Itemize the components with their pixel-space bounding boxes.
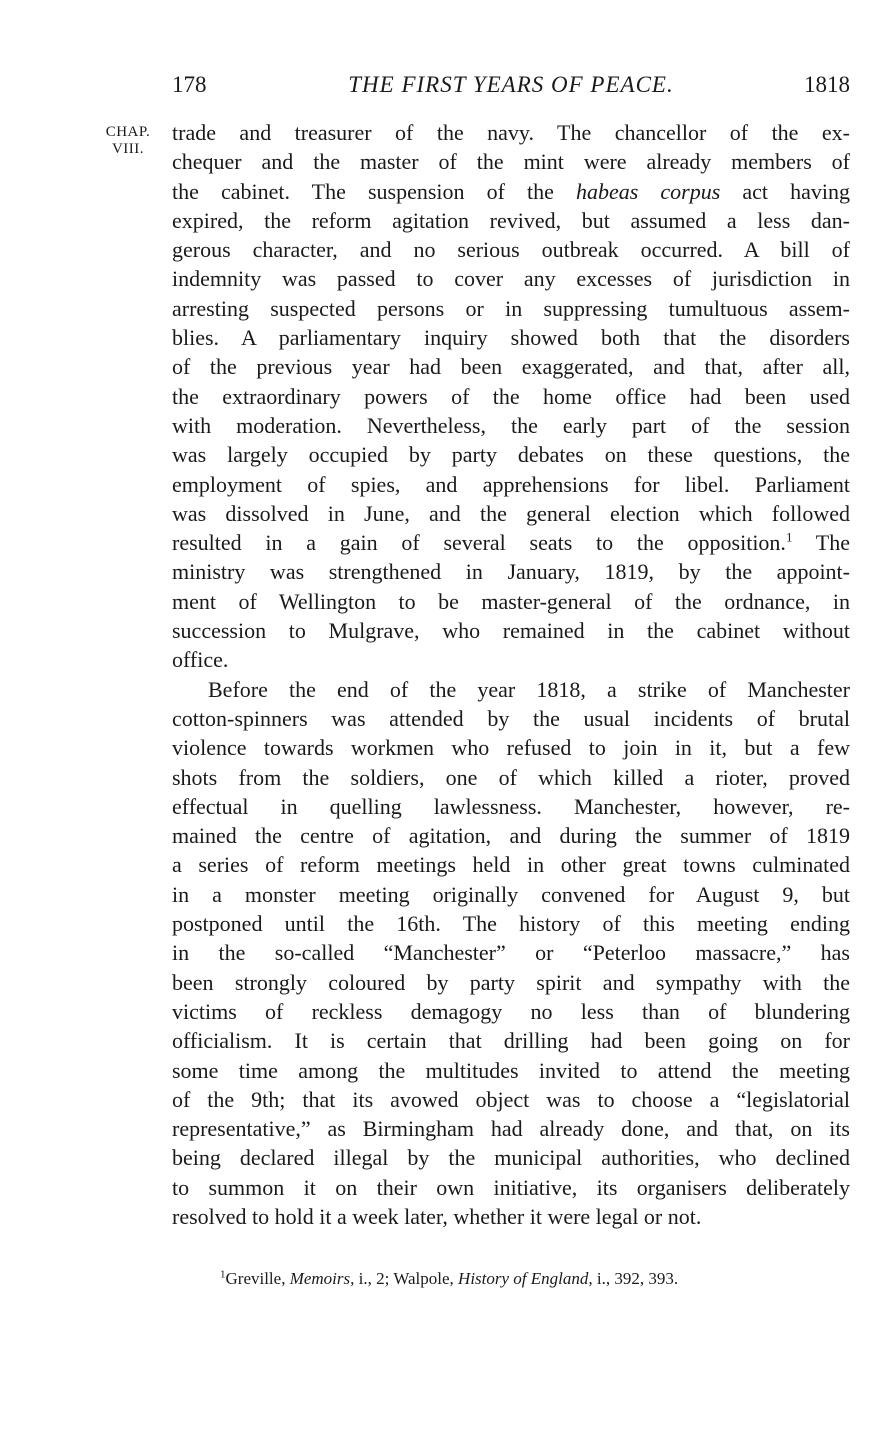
running-title: THE FIRST YEARS OF PEACE. (348, 72, 674, 97)
text-line: in the so-called “Manchester” or “Peterloo massacre,” has (172, 940, 850, 966)
footnote (220, 1268, 850, 1290)
text-line: mained the centre of agitation, and during the summer of 1819 (172, 823, 850, 849)
text-line: been strongly coloured by party spirit and sympathy with the (172, 969, 850, 995)
footnote-reference-detail: i., 2; (358, 1269, 390, 1288)
text-line: representative,” as Birmingham had already done, and that, on its (172, 1116, 850, 1142)
text-segment: resulted in a gain of several seats to the opposition. (172, 530, 786, 556)
text-line: ment of Wellington to be master-general of the ordnance, in (172, 588, 850, 614)
text-segment: act having (742, 178, 851, 204)
text-line: indemnity was passed to cover any excesses of jurisdiction in (172, 266, 850, 292)
footnote-author: Greville, (225, 1269, 286, 1288)
footnote-mark: 1 (220, 1268, 226, 1281)
text-line: Before the end of the year 1818, a strike of Manchester (208, 676, 850, 702)
chapter-margin-note (92, 124, 164, 158)
header-year: 1818 (804, 72, 850, 97)
paragraph-1 (172, 118, 850, 675)
text-line: blies. A parliamentary inquiry showed both that the disorders (172, 325, 850, 351)
text-line: a series of reform meetings held in other great towns culminated (172, 852, 850, 878)
footnote-author: Walpole, (393, 1269, 454, 1288)
text-line: cotton-spinners was attended by the usual incidents of brutal (172, 705, 850, 731)
text-segment: the cabinet. The suspension of the (172, 178, 554, 204)
italic-term: habeas corpus (576, 178, 721, 204)
text-line: to summon it on their own initiative, its organisers deliberately (172, 1174, 850, 1200)
text-line: trade and treasurer of the navy. The chancellor of the ex- (172, 120, 850, 145)
text-line: was largely occupied by party debates on these questions, the (172, 442, 850, 468)
text-line: of the previous year had been exaggerated, and that, after all, (172, 354, 850, 380)
running-header (172, 72, 850, 102)
text-line: violence towards workmen who refused to join in it, but a few (172, 735, 850, 761)
text-line: office. (172, 647, 229, 673)
text-line (172, 177, 850, 206)
footnote-reference[interactable]: 1 (785, 529, 793, 545)
text-segment: The (815, 530, 850, 556)
text-line: expired, the reform agitation revived, but assumed a less dan- (172, 207, 850, 233)
footnote-work-title: Memoirs, (289, 1269, 355, 1288)
text-line: victims of reckless demagogy no less than of blundering (172, 998, 850, 1024)
chapter-label: CHAP. (105, 124, 151, 140)
footnote-reference-detail: i., 392, 393. (596, 1269, 679, 1288)
text-line: was dissolved in June, and the general election which followed (172, 500, 850, 526)
text-line: ministry was strengthened in January, 1819, by the appoint- (172, 559, 850, 585)
text-line: of the 9th; that its avowed object was to choose a “legislatorial (172, 1086, 850, 1112)
footnote-work-title: History of England, (458, 1269, 593, 1288)
text-line: postponed until the 16th. The history of this meeting ending (172, 911, 850, 937)
text-line: some time among the multitudes invited to attend the meeting (172, 1057, 850, 1083)
text-line: the extraordinary powers of the home office had been used (172, 383, 850, 409)
body-text (172, 118, 850, 1231)
text-line: in a monster meeting originally convened for August 9, but (172, 881, 850, 907)
text-line: chequer and the master of the mint were already members of (172, 149, 850, 175)
text-line: employment of spies, and apprehensions for libel. Parliament (172, 471, 850, 497)
text-line: officialism. It is certain that drilling had been going on for (172, 1028, 850, 1054)
text-line: succession to Mulgrave, who remained in the cabinet without (172, 618, 850, 644)
text-line: gerous character, and no serious outbreak occurred. A bill of (172, 237, 850, 263)
text-line: with moderation. Nevertheless, the early part of the session (172, 412, 850, 438)
text-line: shots from the soldiers, one of which killed a rioter, proved (172, 764, 850, 790)
chapter-number: VIII. (111, 141, 145, 157)
paragraph-2 (172, 675, 850, 1232)
text-line (172, 528, 850, 557)
text-line: arresting suspected persons or in suppressing tumultuous assem- (172, 295, 850, 321)
text-line: being declared illegal by the municipal authorities, who declined (172, 1145, 850, 1171)
page-number: 178 (172, 72, 207, 97)
text-line: effectual in quelling lawlessness. Manchester, however, re- (172, 793, 850, 819)
text-line: resolved to hold it a week later, whether it were legal or not. (172, 1203, 702, 1229)
